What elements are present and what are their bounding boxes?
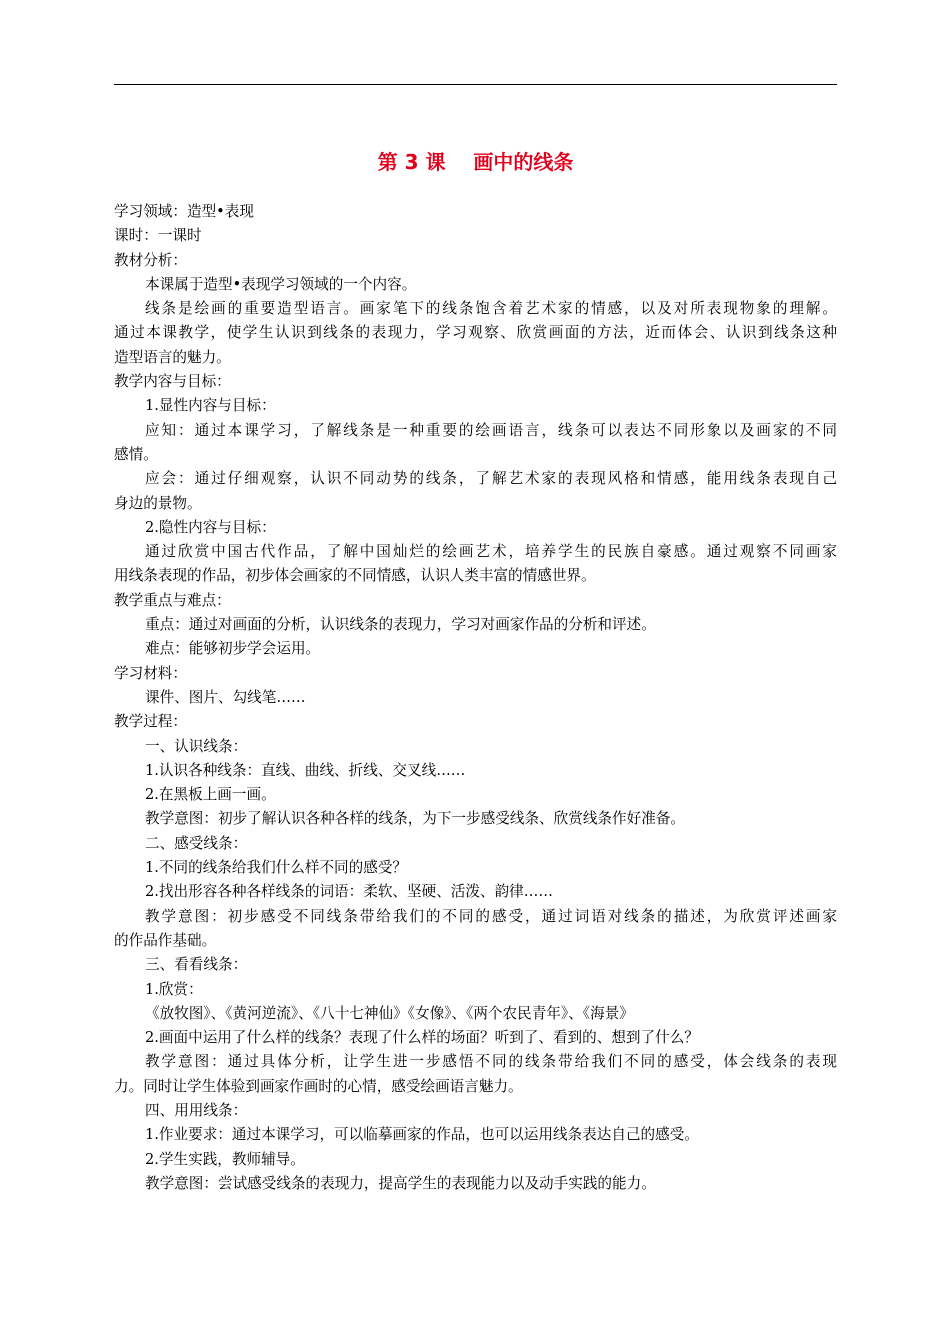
text-line: 二、感受线条：: [145, 834, 248, 852]
text-line: 应会：通过仔细观察，认识不同动势的线条，了解艺术家的表现风格和情感，能用线条表现自己: [145, 470, 837, 488]
text-line: 教学意图：初步了解认识各种各样的线条，为下一步感受线条、欣赏线条作好准备。: [145, 810, 685, 828]
text-line: 2.画面中运用了什么样的线条？表现了什么样的场面？听到了、看到的、想到了什么？: [145, 1029, 699, 1047]
text-line: 教学过程：: [114, 713, 187, 731]
text-line: 2.学生实践，教师辅导。: [145, 1150, 305, 1168]
text-line: 2.隐性内容与目标：: [145, 518, 276, 536]
text-line: 应知：通过本课学习，了解线条是一种重要的绘画语言，线条可以表达不同形象以及画家的不同: [145, 421, 837, 439]
text-line: 力。同时让学生体验到画家作画时的心情，感受绘画语言魅力。: [114, 1077, 523, 1095]
header-rule: [114, 84, 837, 85]
text-line: 难点：能够初步学会运用。: [145, 640, 321, 658]
text-line: 课时：一课时: [114, 227, 202, 245]
text-line: 一、认识线条：: [145, 737, 248, 755]
text-line: 教材分析：: [114, 251, 187, 269]
text-line: 重点：通过对画面的分析，认识线条的表现力，学习对画家作品的分析和评述。: [145, 616, 656, 634]
text-line: 线条是绘画的重要造型语言。画家笔下的线条饱含着艺术家的情感，以及对所表现物象的理解。: [145, 300, 837, 318]
text-line: 本课属于造型•表现学习领域的一个内容。: [145, 275, 417, 293]
text-line: 2.在黑板上画一画。: [145, 786, 276, 804]
text-line: 造型语言的魅力。: [114, 348, 231, 366]
text-line: 2.找出形容各种各样线条的词语：柔软、坚硬、活泼、韵律……: [145, 883, 553, 901]
text-line: 三、看看线条：: [145, 956, 248, 974]
text-line: 身边的景物。: [114, 494, 202, 512]
text-line: 教学意图：尝试感受线条的表现力，提高学生的表现能力以及动手实践的能力。: [145, 1174, 656, 1192]
text-line: 1.显性内容与目标：: [145, 397, 276, 415]
text-line: 通过本课教学，使学生认识到线条的表现力，学习观察、欣赏画面的方法，近而体会、认识到线条这种: [114, 324, 837, 342]
text-line: 学习材料：: [114, 664, 187, 682]
text-line: 用线条表现的作品，初步体会画家的不同情感，认识人类丰富的情感世界。: [114, 567, 596, 585]
text-line: 学习领域：造型•表现: [114, 203, 254, 220]
text-line: 教学内容与目标：: [114, 373, 231, 391]
text-line: 1.作业要求：通过本课学习，可以临摹画家的作品，也可以运用线条表达自己的感受。: [145, 1126, 699, 1144]
text-line: 1.不同的线条给我们什么样不同的感受？: [145, 859, 408, 877]
text-line: 教学重点与难点：: [114, 591, 231, 609]
text-line: 《放牧图》、《黄河逆流》、《八十七神仙》《女像》、《两个农民青年》、《海景》: [145, 1004, 634, 1022]
text-line: 课件、图片、勾线笔……: [145, 688, 306, 706]
text-line: 教学意图：通过具体分析，让学生进一步感悟不同的线条带给我们不同的感受，体会线条的表现: [145, 1053, 837, 1071]
lesson-title: 第 3 课 画中的线条: [377, 150, 574, 174]
text-line: 1.欣赏：: [145, 980, 203, 998]
text-line: 四、用用线条：: [145, 1101, 248, 1119]
text-line: 通过欣赏中国古代作品，了解中国灿烂的绘画艺术，培养学生的民族自豪感。通过观察不同画家: [145, 543, 837, 561]
lesson-body: [114, 200, 837, 1196]
text-line: 教学意图：初步感受不同线条带给我们的不同的感受，通过词语对线条的描述，为欣赏评述画家: [145, 907, 837, 925]
text-line: 的作品作基础。: [114, 931, 217, 949]
text-line: 1.认识各种线条：直线、曲线、折线、交叉线……: [145, 761, 466, 779]
text-line: 感情。: [114, 445, 158, 463]
